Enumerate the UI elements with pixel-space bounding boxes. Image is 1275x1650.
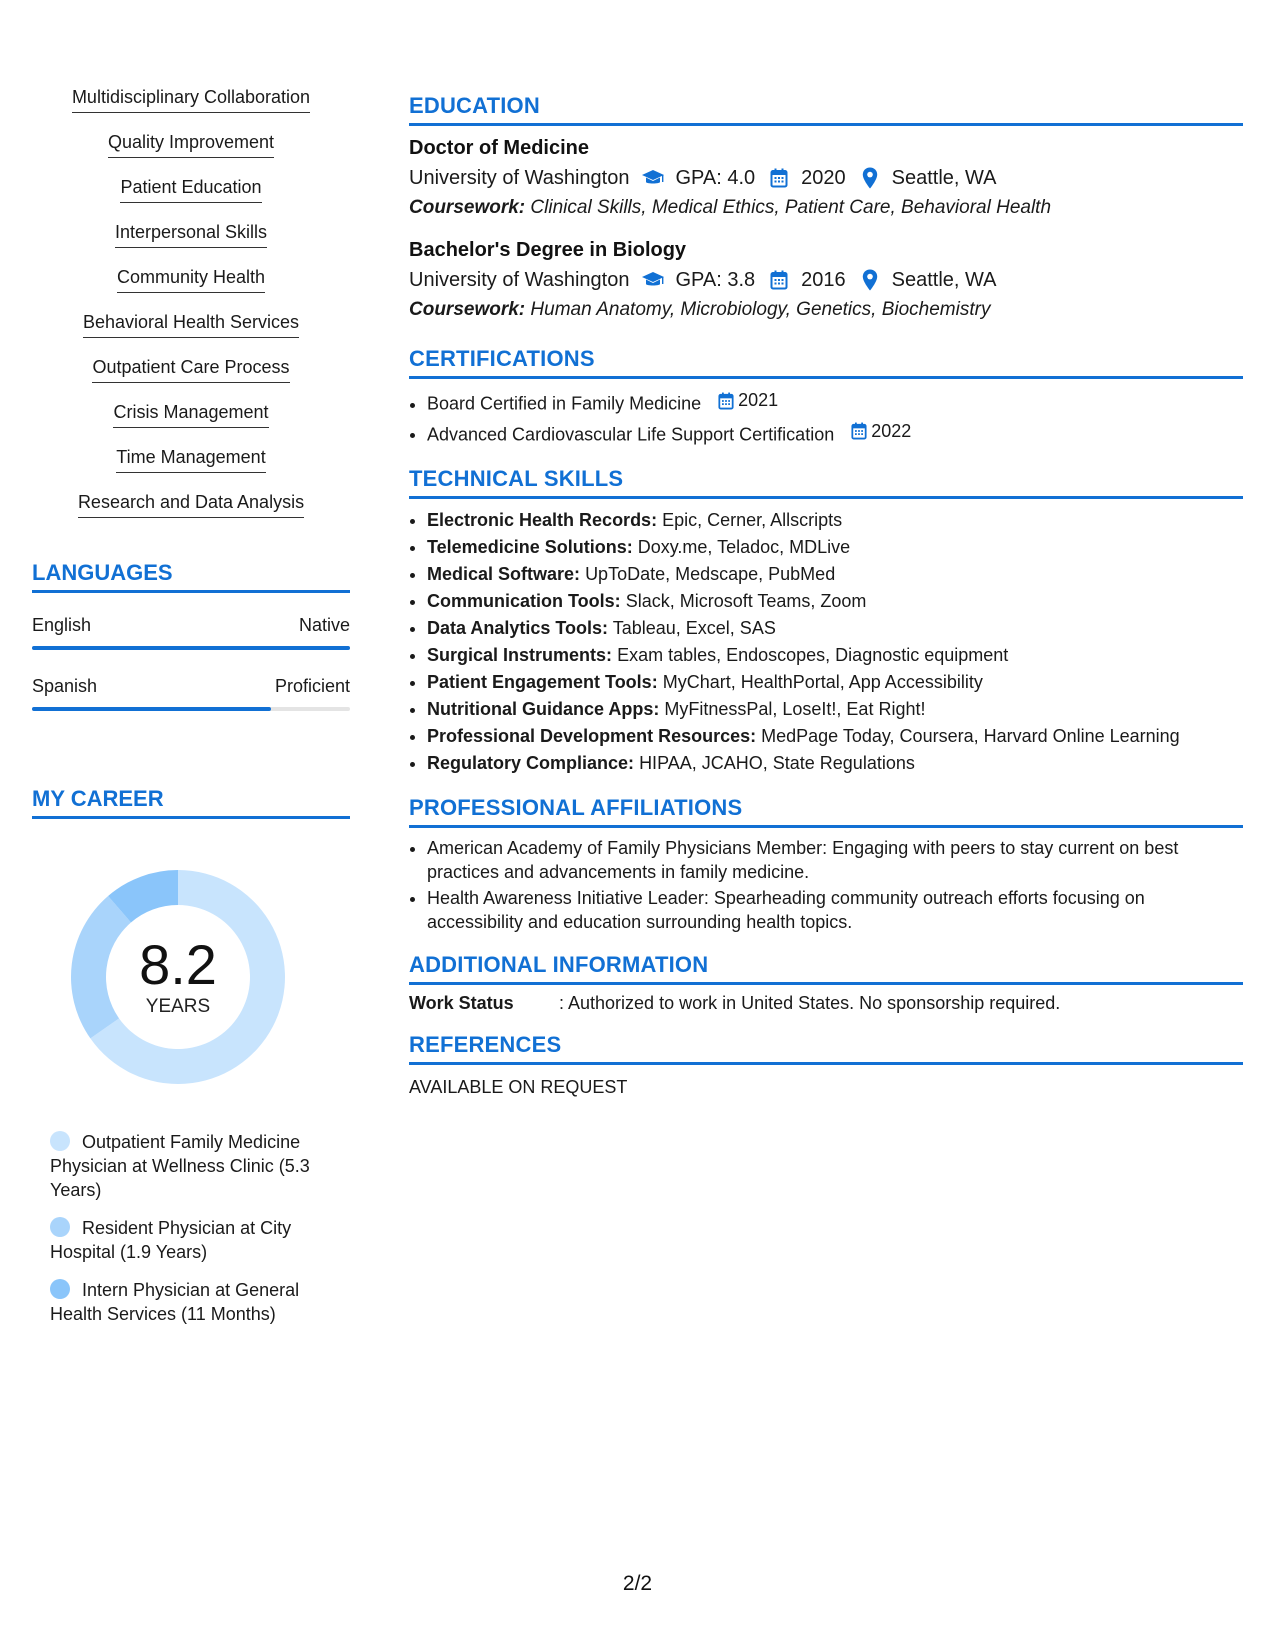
tech-skill-label: Medical Software: <box>427 564 581 584</box>
language-bar-fill <box>32 707 271 711</box>
references-section <box>409 1032 1243 1098</box>
language-spanish <box>32 676 350 711</box>
calendar-icon <box>767 166 791 190</box>
additional-info-section <box>409 952 1243 1014</box>
coursework-label: Coursework: <box>409 299 526 320</box>
tech-skill-item <box>427 534 1243 561</box>
additional-info-title: ADDITIONAL INFORMATION <box>409 952 1243 985</box>
education-title: EDUCATION <box>409 93 1243 126</box>
references-title: REFERENCES <box>409 1032 1243 1065</box>
graduation-cap-icon <box>641 268 665 292</box>
tech-skill-label: Electronic Health Records: <box>427 510 658 530</box>
coursework <box>409 296 1243 324</box>
certification-item <box>427 387 1243 418</box>
certifications-list <box>409 387 1243 448</box>
tech-skill-label: Communication Tools: <box>427 591 621 611</box>
tech-skill-label: Telemedicine Solutions: <box>427 537 633 557</box>
tech-skill-item <box>427 588 1243 615</box>
skill-item <box>32 401 350 446</box>
tech-skill-item <box>427 723 1243 750</box>
certification-date <box>718 387 778 414</box>
technical-skills-section <box>409 466 1243 777</box>
skill-item <box>32 131 350 176</box>
school-location: Seattle, WA <box>891 269 997 291</box>
tech-skill-value: MyChart, HealthPortal, App Accessibility <box>662 672 983 692</box>
language-english <box>32 615 350 650</box>
tech-skill-value: UpToDate, Medscape, PubMed <box>585 564 836 584</box>
coursework-value: Clinical Skills, Medical Ethics, Patient Care, Behavioral Health <box>530 197 1052 218</box>
map-pin-icon <box>858 166 882 190</box>
skill-label: Interpersonal Skills <box>115 221 267 248</box>
tech-skill-item <box>427 750 1243 777</box>
affiliations-title: PROFESSIONAL AFFILIATIONS <box>409 795 1243 828</box>
certification-name: Advanced Cardiovascular Life Support Certification <box>427 424 835 444</box>
legend-item <box>50 1278 340 1326</box>
tech-skill-item <box>427 507 1243 534</box>
tech-skill-value: HIPAA, JCAHO, State Regulations <box>639 753 915 773</box>
languages-section <box>32 560 350 711</box>
tech-skill-label: Professional Development Resources: <box>427 726 757 746</box>
graduation-cap-icon <box>641 166 665 190</box>
work-status-label: Work Status <box>409 993 514 1013</box>
school-name: University of Washington <box>409 269 630 291</box>
skill-label: Patient Education <box>120 176 261 203</box>
school-location: Seattle, WA <box>891 167 997 189</box>
tech-skill-item <box>427 561 1243 588</box>
languages-title: LANGUAGES <box>32 560 350 593</box>
education-item <box>409 134 1243 222</box>
donut-center <box>65 864 291 1090</box>
legend-dot <box>50 1131 70 1151</box>
skill-item <box>32 266 350 311</box>
certifications-section <box>409 346 1243 448</box>
legend-item <box>50 1130 340 1202</box>
language-bar <box>32 646 350 650</box>
tech-skill-label: Data Analytics Tools: <box>427 618 609 638</box>
career-legend <box>50 1130 340 1326</box>
affiliations-section <box>409 795 1243 934</box>
affiliation-item: • Health Awareness Initiative Leader: Spearheading community outreach efforts focusing on accessibility and education surrounding health topics. <box>427 886 1243 934</box>
tech-skill-item <box>427 696 1243 723</box>
career-section <box>32 786 350 1326</box>
left-column <box>32 86 350 1340</box>
tech-skill-value: Tableau, Excel, SAS <box>612 618 776 638</box>
education-item <box>409 236 1243 324</box>
legend-label: Intern Physician at General Health Services (11 Months) <box>50 1280 300 1324</box>
tech-skill-label: Nutritional Guidance Apps: <box>427 699 660 719</box>
coursework-label: Coursework: <box>409 197 526 218</box>
skill-item <box>32 221 350 266</box>
gpa: GPA: 3.8 <box>675 269 756 291</box>
coursework <box>409 194 1243 222</box>
tech-skill-value: Doxy.me, Teladoc, MDLive <box>637 537 851 557</box>
tech-skill-value: Epic, Cerner, Allscripts <box>662 510 843 530</box>
work-status-value: : Authorized to work in United States. No sponsorship required. <box>559 993 1061 1013</box>
language-level: Native <box>298 615 350 635</box>
references-text: AVAILABLE ON REQUEST <box>409 1077 628 1097</box>
skill-item <box>32 446 350 491</box>
career-donut-chart <box>65 864 291 1090</box>
degree-title: Bachelor's Degree in Biology <box>409 239 687 261</box>
career-total-value: 8.2 <box>139 933 217 996</box>
technical-skills-list <box>409 507 1243 777</box>
skill-label: Crisis Management <box>113 401 268 428</box>
skill-item <box>32 86 350 131</box>
skill-item <box>32 356 350 401</box>
education-meta <box>409 264 1243 296</box>
language-name: Spanish <box>32 676 98 696</box>
legend-item <box>50 1216 340 1264</box>
calendar-icon <box>767 268 791 292</box>
legend-dot <box>50 1217 70 1237</box>
language-bar <box>32 707 350 711</box>
skill-label: Time Management <box>116 446 265 473</box>
certifications-title: CERTIFICATIONS <box>409 346 1243 379</box>
skill-item <box>32 176 350 221</box>
language-name: English <box>32 615 92 635</box>
career-title: MY CAREER <box>32 786 350 819</box>
skills-list <box>32 86 350 536</box>
tech-skill-label: Surgical Instruments: <box>427 645 613 665</box>
education-meta <box>409 162 1243 194</box>
skill-label: Quality Improvement <box>108 131 274 158</box>
affiliations-list <box>409 836 1243 934</box>
certification-date <box>851 418 911 445</box>
tech-skill-label: Regulatory Compliance: <box>427 753 635 773</box>
skill-item <box>32 311 350 356</box>
map-pin-icon <box>858 268 882 292</box>
right-column <box>409 93 1243 1098</box>
affiliation-item: • American Academy of Family Physicians Member: Engaging with peers to stay current on best practices and advancements in family medicine. <box>427 836 1243 884</box>
certification-item <box>427 418 1243 449</box>
tech-skill-value: MedPage Today, Coursera, Harvard Online Learning <box>761 726 1180 746</box>
skill-label: Research and Data Analysis <box>78 491 304 518</box>
tech-skill-item <box>427 615 1243 642</box>
page-number: 2/2 <box>622 1572 653 1595</box>
coursework-value: Human Anatomy, Microbiology, Genetics, Biochemistry <box>530 299 991 320</box>
tech-skill-value: Slack, Microsoft Teams, Zoom <box>625 591 867 611</box>
graduation-year: 2020 <box>801 167 846 189</box>
technical-skills-title: TECHNICAL SKILLS <box>409 466 1243 499</box>
legend-dot <box>50 1279 70 1299</box>
career-total-unit: YEARS <box>145 996 211 1017</box>
gpa: GPA: 4.0 <box>675 167 756 189</box>
legend-label: Outpatient Family Medicine Physician at Wellness Clinic (5.3 Years) <box>50 1132 310 1200</box>
certification-name: Board Certified in Family Medicine <box>427 393 702 414</box>
tech-skill-label: Patient Engagement Tools: <box>427 672 658 692</box>
tech-skill-value: Exam tables, Endoscopes, Diagnostic equipment <box>617 645 1009 665</box>
skill-label: Multidisciplinary Collaboration <box>72 86 310 113</box>
calendar-icon <box>851 422 867 440</box>
graduation-year: 2016 <box>801 269 846 291</box>
skill-item <box>32 491 350 536</box>
calendar-icon <box>718 392 734 410</box>
degree-title: Doctor of Medicine <box>409 137 590 159</box>
skill-label: Outpatient Care Process <box>92 356 289 383</box>
certification-year: 2021 <box>738 390 779 410</box>
skill-label: Community Health <box>117 266 265 293</box>
work-status-row <box>409 993 1243 1014</box>
tech-skill-value: MyFitnessPal, LoseIt!, Eat Right! <box>664 699 926 719</box>
tech-skill-item <box>427 669 1243 696</box>
language-level: Proficient <box>274 676 350 696</box>
education-section <box>409 93 1243 324</box>
school-name: University of Washington <box>409 167 630 189</box>
certification-year: 2022 <box>871 420 912 441</box>
tech-skill-item <box>427 642 1243 669</box>
skill-label: Behavioral Health Services <box>83 311 299 338</box>
legend-label: Resident Physician at City Hospital (1.9 Years) <box>50 1218 292 1262</box>
language-bar-fill <box>32 646 350 650</box>
